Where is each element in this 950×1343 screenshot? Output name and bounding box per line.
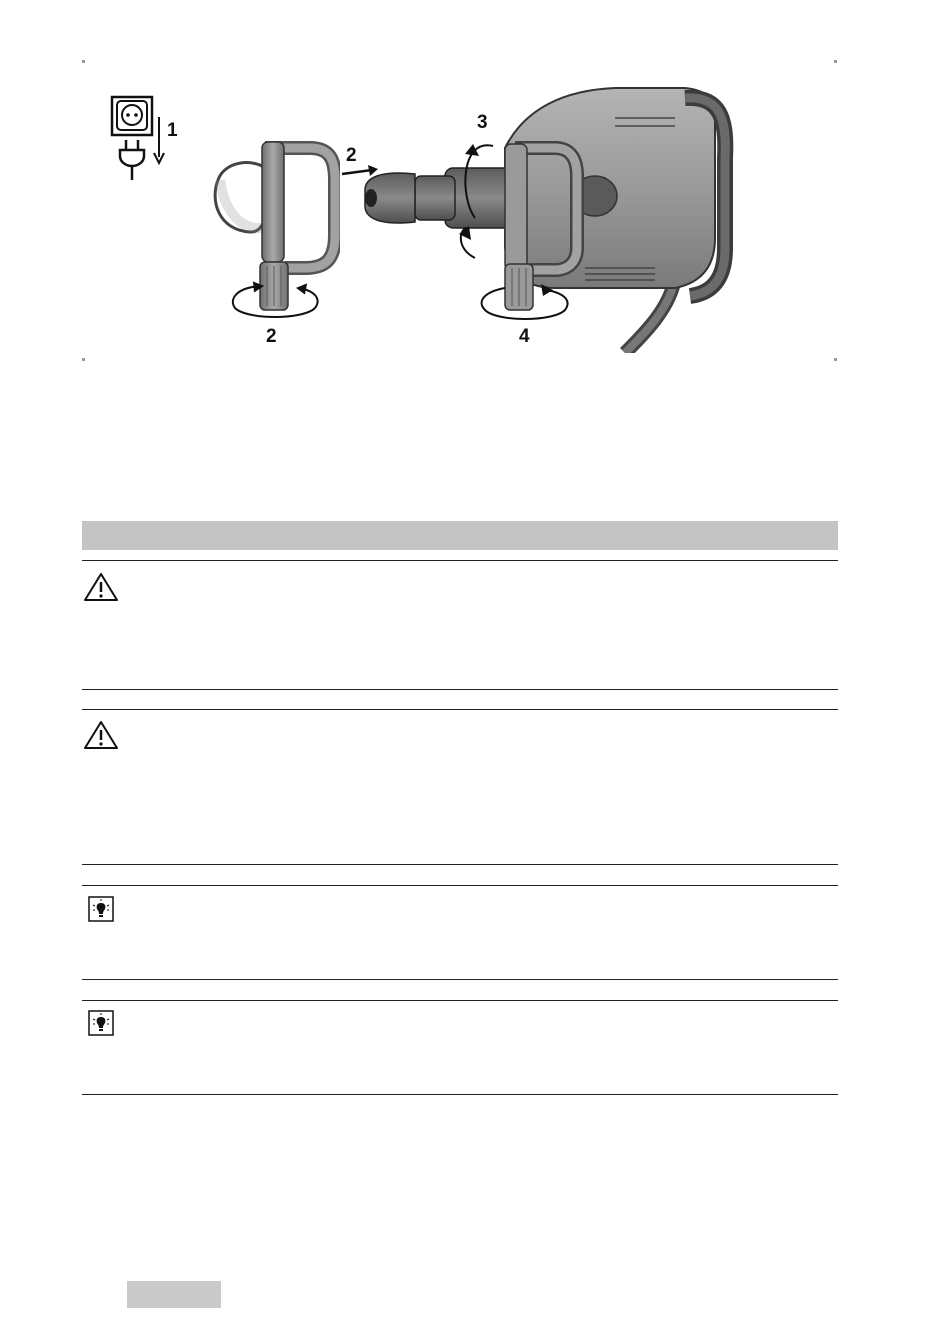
page-number-tab bbox=[127, 1281, 221, 1308]
power-socket-icon bbox=[110, 95, 154, 139]
section-header-bar bbox=[82, 521, 838, 550]
warning-triangle-icon bbox=[83, 720, 119, 750]
note-rule-top bbox=[82, 560, 838, 561]
plug-icon bbox=[116, 138, 150, 182]
rotate-arrow-icon bbox=[475, 280, 575, 325]
step-label-2: 2 bbox=[346, 145, 357, 166]
step-label-1: 1 bbox=[167, 120, 178, 141]
lightbulb-icon bbox=[88, 1010, 114, 1036]
note-rule-top bbox=[82, 1000, 838, 1001]
warning-triangle-icon bbox=[83, 572, 119, 602]
note-rule-bottom bbox=[82, 864, 838, 865]
assembly-figure bbox=[0, 0, 950, 370]
step-label-3: 3 bbox=[477, 112, 488, 133]
arrow-down-icon bbox=[152, 115, 166, 165]
note-rule-top bbox=[82, 709, 838, 710]
note-rule-bottom bbox=[82, 1094, 838, 1095]
step-label-2b: 2 bbox=[266, 326, 277, 347]
step-label-4: 4 bbox=[519, 326, 530, 347]
lightbulb-icon bbox=[88, 896, 114, 922]
rotate-arrow-icon bbox=[225, 278, 325, 323]
note-rule-top bbox=[82, 885, 838, 886]
note-rule-bottom bbox=[82, 979, 838, 980]
note-rule-bottom bbox=[82, 689, 838, 690]
